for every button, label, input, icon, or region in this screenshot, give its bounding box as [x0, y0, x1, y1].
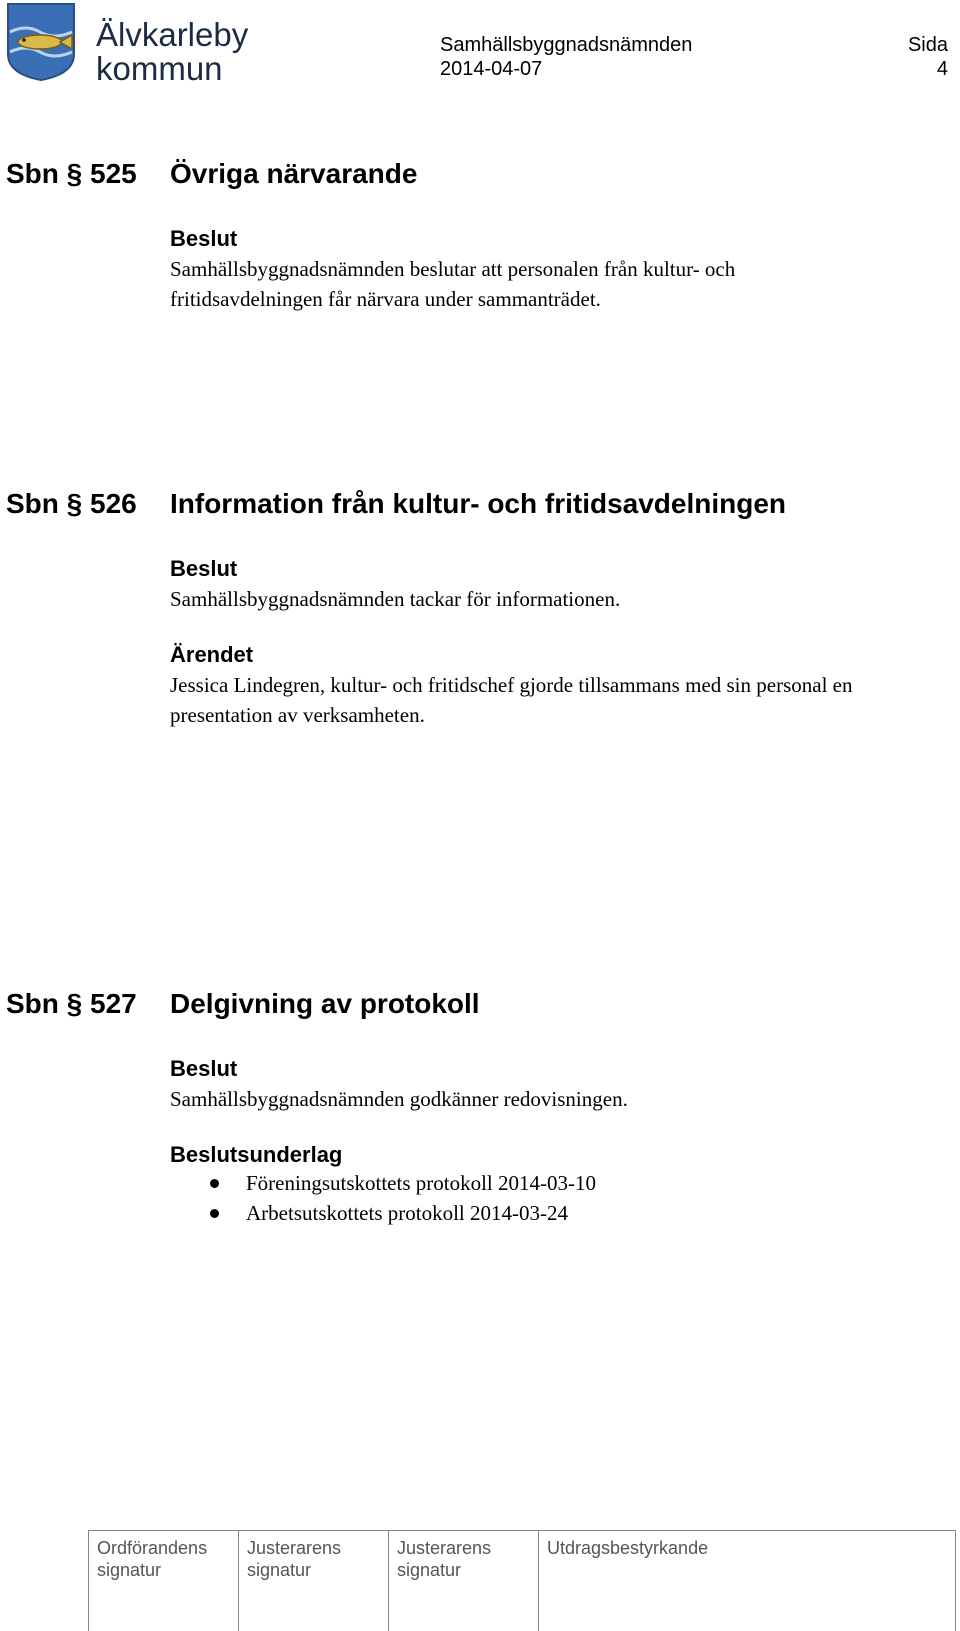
section-title-527: Delgivning av protokoll	[170, 988, 480, 1019]
section-number: 525	[90, 158, 137, 189]
list-item	[170, 1198, 930, 1228]
signature-cell-chair	[88, 1531, 238, 1631]
municipality-crest	[6, 2, 76, 82]
underlag-heading-527: Beslutsunderlag	[170, 1142, 343, 1167]
beslut-text-526: Samhällsbyggnadsnämnden tackar för informationen.	[170, 587, 621, 611]
signature-cell-adjuster-2	[388, 1531, 538, 1631]
signature-cell-adjuster-1	[238, 1531, 388, 1631]
header-committee: Samhällsbyggnadsnämnden	[440, 34, 693, 56]
beslut-text-527: Samhällsbyggnadsnämnden godkänner redovisningen.	[170, 1087, 628, 1111]
arendet-text-526: Jessica Lindegren, kultur- och fritidschef gjorde tillsammans med sin personal en presentation av verksamheten.	[170, 673, 853, 727]
beslut-heading-526: Beslut	[170, 556, 238, 581]
section-number: 526	[90, 488, 137, 519]
signature-cell-sublabel: signatur	[397, 1560, 462, 1580]
section-prefix: Sbn	[6, 488, 59, 519]
arendet-heading-526: Ärendet	[170, 642, 254, 667]
signature-cell-label: Justerarens	[397, 1538, 492, 1558]
paragraph-sign: §	[66, 988, 83, 1019]
list-item-text: Föreningsutskottets protokoll 2014-03-10	[246, 1171, 596, 1195]
signature-cell-extract-certification	[538, 1531, 956, 1631]
section-prefix: Sbn	[6, 158, 59, 189]
section-title-525: Övriga närvarande	[170, 158, 418, 189]
bullet-icon	[210, 1209, 219, 1218]
section-number-527	[6, 988, 137, 1020]
section-prefix: Sbn	[6, 988, 59, 1019]
section-number-525	[6, 158, 137, 190]
section-title-526: Information från kultur- och fritidsavdelningen	[170, 488, 787, 519]
list-item	[170, 1168, 930, 1198]
bullet-icon	[210, 1179, 219, 1188]
municipality-logo-wordmark	[96, 18, 248, 86]
underlag-list	[170, 1168, 930, 1228]
section-number: 527	[90, 988, 137, 1019]
beslut-text-525: Samhällsbyggnadsnämnden beslutar att personalen från kultur- och fritidsavdelningen får närvara under sammanträdet.	[170, 257, 736, 311]
signature-cell-label: Justerarens	[247, 1538, 342, 1558]
signature-cell-label: Ordförandens	[97, 1538, 208, 1558]
list-item-text: Arbetsutskottets protokoll 2014-03-24	[246, 1201, 568, 1225]
paragraph-sign: §	[66, 488, 83, 519]
paragraph-sign: §	[66, 158, 83, 189]
signature-cell-label: Utdragsbestyrkande	[547, 1538, 709, 1558]
signature-cell-sublabel: signatur	[247, 1560, 312, 1580]
signature-table	[88, 1530, 956, 1631]
logo-line-1: Älvkarleby	[96, 16, 249, 53]
section-number-526	[6, 488, 137, 520]
logo-line-2: kommun	[96, 50, 223, 87]
header-page-label: Sida	[907, 34, 948, 56]
beslut-heading-525: Beslut	[170, 226, 238, 251]
header-page-number: 4	[936, 58, 948, 80]
beslut-heading-527: Beslut	[170, 1056, 238, 1081]
signature-cell-sublabel: signatur	[97, 1560, 162, 1580]
header-date: 2014-04-07	[440, 58, 543, 80]
